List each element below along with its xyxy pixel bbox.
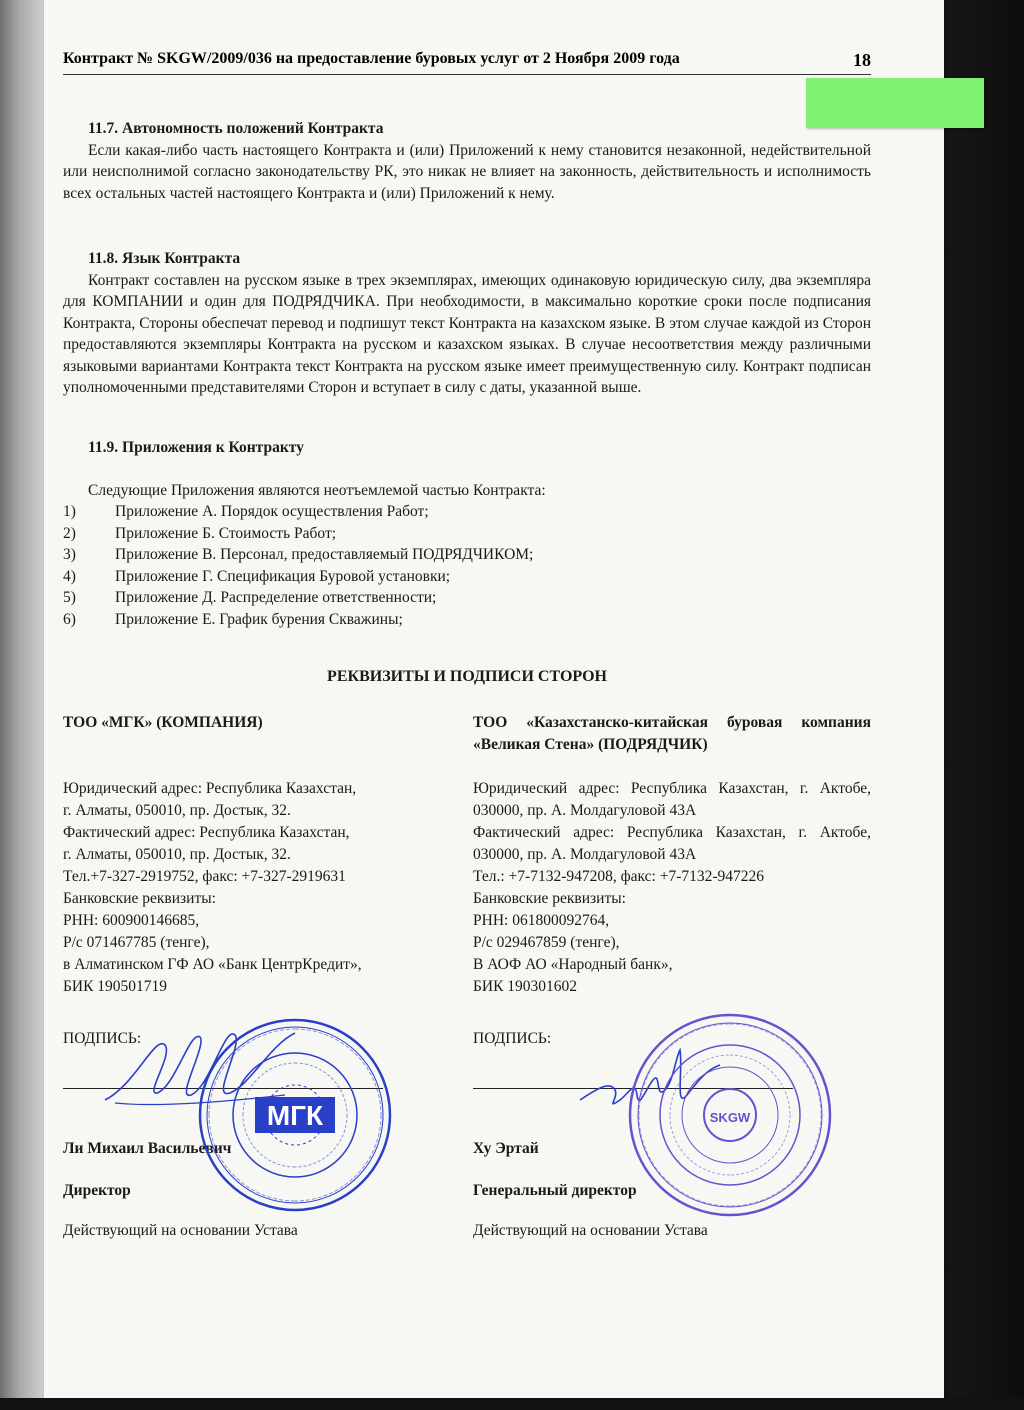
company-address-actual-1: Фактический адрес: Республика Казахстан, — [63, 824, 350, 841]
company-signature-label: ПОДПИСЬ: — [63, 1030, 142, 1047]
list-item — [63, 544, 871, 566]
list-item-number: 2) — [63, 524, 76, 542]
contractor-bank: В АОФ АО «Народный банк», — [473, 956, 673, 973]
section-11-9-title: 11.9. Приложения к Контракту — [88, 439, 304, 456]
list-item-text: Приложение Д. Распределение ответственности; — [115, 589, 437, 606]
list-item-text: Приложение Г. Спецификация Буровой установки; — [115, 567, 451, 585]
company-signer-basis: Действующий на основании Устава — [63, 1222, 298, 1239]
list-item-number: 1) — [63, 503, 76, 520]
company-phone: Тел.+7-327-2919752, факс: +7-327-2919631 — [63, 868, 346, 885]
list-item-text: Приложение Е. График бурения Скважины; — [115, 610, 403, 628]
section-11-7 — [63, 118, 871, 204]
contractor-requisites — [473, 712, 871, 998]
contractor-signature-label: ПОДПИСЬ: — [473, 1030, 552, 1047]
contractor-bik: БИК 190301602 — [473, 978, 578, 995]
company-bank: в Алматинском ГФ АО «Банк ЦентрКредит», — [63, 956, 362, 973]
contractor-account: Р/с 029467859 (тенге), — [473, 934, 620, 951]
list-item-number: 3) — [63, 546, 76, 563]
list-item-text: Приложение В. Персонал, предоставляемый ПОДРЯДЧИКОМ; — [115, 546, 534, 563]
list-item — [63, 609, 871, 631]
list-item — [63, 523, 871, 545]
list-item — [63, 566, 871, 588]
section-11-9-intro: Следующие Приложения являются неотъемлемой частью Контракта: — [88, 481, 546, 499]
contractor-stamp-text: SKGW — [709, 1110, 751, 1125]
list-item — [63, 501, 871, 523]
company-party-name: ТОО «МГК» (КОМПАНИЯ) — [63, 714, 263, 731]
company-address-legal-1: Юридический адрес: Республика Казахстан, — [63, 780, 357, 797]
page-header — [63, 50, 871, 75]
list-item-number: 4) — [63, 567, 76, 585]
section-11-8 — [63, 248, 871, 399]
section-11-8-title: 11.8. Язык Контракта — [88, 250, 241, 267]
appendix-list — [63, 501, 871, 630]
company-bank-label: Банковские реквизиты: — [63, 890, 216, 907]
header-title: Контракт № SKGW/2009/036 на предоставление буровых услуг от 2 Ноября 2009 года — [63, 50, 680, 67]
contractor-bank-label: Банковские реквизиты: — [473, 890, 626, 907]
contractor-party-name: ТОО «Казахстанско-китайская буровая компания «Великая Стена» (ПОДРЯДЧИК) — [473, 714, 871, 753]
contractor-address-legal: Юридический адрес: Республика Казахстан, г. Актобе, 030000, пр. А. Молдагуловой 43А — [473, 780, 871, 819]
requisites-title: РЕКВИЗИТЫ И ПОДПИСИ СТОРОН — [327, 668, 607, 685]
list-item-number: 5) — [63, 589, 76, 606]
list-item-number: 6) — [63, 610, 76, 628]
contractor-stamp — [625, 1010, 835, 1220]
company-requisites — [63, 712, 461, 998]
company-address-actual-2: г. Алматы, 050010, пр. Достык, 32. — [63, 846, 291, 863]
company-stamp — [195, 1015, 395, 1215]
section-11-8-text: Контракт составлен на русском языке в трех экземплярах, имеющих одинаковую юридическую силу, два экземпляра для КОМПАНИИ и один для ПОДРЯДЧИКА. При необходимости, в максимально короткие сроки после подписания Контракта, Стороны обеспечат перевод и подпишут текст Контракта на казахском языке. В этом случае каждой из Сторон предоставляются экземпляры Контракта на русском и казахском языках. В случае несоответствия между различными языковыми вариантами Контракта текст Контракта на русском языке имеет преимущественную силу. Контракт подписан уполномоченными представителями Сторон и вступает в силу с даты, указанной выше. — [63, 271, 871, 396]
company-rnn: РНН: 600900146685, — [63, 912, 200, 929]
list-item-text: Приложение Б. Стоимость Работ; — [115, 524, 337, 542]
contractor-rnn: РНН: 061800092764, — [473, 912, 610, 929]
contractor-address-actual: Фактический адрес: Республика Казахстан, г. Актобе, 030000, пр. А. Молдагуловой 43А — [473, 824, 871, 863]
contractor-phone: Тел.: +7-7132-947208, факс: +7-7132-947226 — [473, 868, 765, 885]
section-11-7-title: 11.7. Автономность положений Контракта — [88, 120, 384, 137]
contractor-signer-name: Ху Эртай — [473, 1140, 539, 1157]
company-stamp-text: МГК — [266, 1100, 324, 1131]
company-address-legal-2: г. Алматы, 050010, пр. Достык, 32. — [63, 802, 291, 819]
contractor-signer-position: Генеральный директор — [473, 1182, 637, 1199]
contractor-signer-basis: Действующий на основании Устава — [473, 1222, 708, 1239]
company-signer-name: Ли Михаил Васильевич — [63, 1140, 232, 1157]
company-account: Р/с 071467785 (тенге), — [63, 934, 210, 951]
list-item-text: Приложение А. Порядок осуществления Работ; — [115, 503, 429, 520]
section-11-7-text: Если какая-либо часть настоящего Контракта и (или) Приложений к нему становится незаконной, недействительной или неисполнимой согласно законодательству РК, это никак не влияет на законность, действительность и исполнимость всех остальных частей настоящего Контракта и (или) Приложений к нему. — [63, 141, 871, 202]
company-signer-position: Директор — [63, 1182, 131, 1199]
scan-bottom-edge — [0, 1398, 1024, 1410]
company-bik: БИК 190501719 — [63, 978, 168, 995]
scan-left-edge — [0, 0, 48, 1410]
section-11-9 — [63, 437, 871, 630]
page-number: 18 — [853, 50, 871, 70]
list-item — [63, 587, 871, 609]
